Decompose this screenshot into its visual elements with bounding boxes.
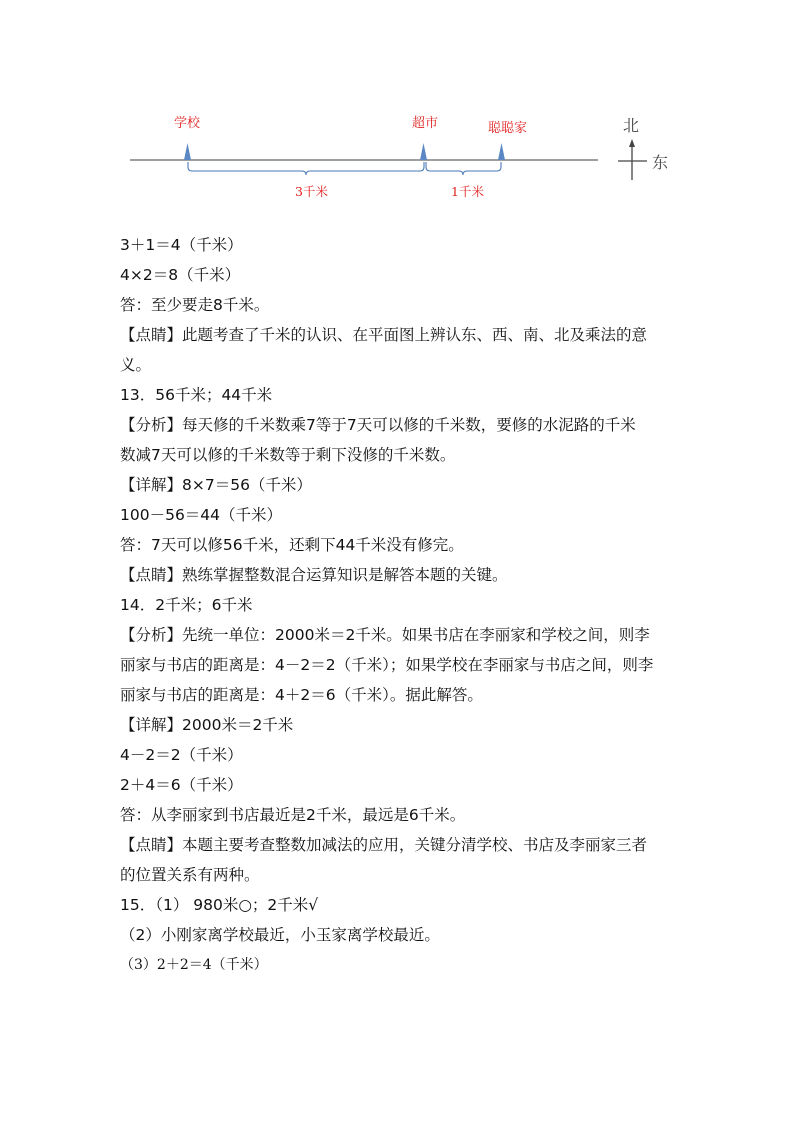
text-line: 4－2＝2（千米）: [120, 746, 243, 764]
text-line: 的位置关系有两种。: [120, 866, 260, 884]
text-line: 14．2千米；6千米: [120, 596, 253, 614]
text-line: 答：7天可以修56千米，还剩下44千米没有修完。: [120, 536, 464, 554]
supermarket-marker: [420, 143, 427, 160]
solution-text: [120, 230, 680, 980]
text-line: 【分析】每天修的千米数乘7等于7天可以修的千米数，要修的水泥路的千米: [120, 416, 636, 434]
text-line: 15．（1） 980米○；2千米√: [120, 896, 319, 914]
text-line: 3＋1＝4（千米）: [120, 236, 243, 254]
brace-3km: [188, 162, 424, 175]
text-line: 义。: [120, 356, 152, 374]
home-label: 聪聪家: [488, 121, 528, 136]
compass-icon: [618, 139, 647, 180]
dist-1km-label: 1千米: [451, 184, 484, 199]
east-label: 东: [652, 153, 669, 172]
text-line: 4×2＝8（千米）: [120, 266, 241, 284]
text-line: 数减7天可以修的千米数等于剩下没修的千米数。: [120, 446, 456, 464]
north-label: 北: [623, 116, 640, 135]
route-diagram: [120, 105, 680, 215]
text-line: 答：至少要走8千米。: [120, 296, 270, 314]
text-line: 【详解】2000米＝2千米: [120, 716, 294, 734]
text-line: 丽家与书店的距离是：4－2＝2（千米）；如果学校在李丽家与书店之间，则李: [120, 656, 654, 674]
home-marker: [498, 143, 505, 160]
text-line: 答：从李丽家到书店最近是2千米，最远是6千米。: [120, 806, 466, 824]
text-line: （3）2＋2＝4（千米）: [120, 957, 268, 973]
brace-1km: [426, 162, 501, 175]
text-line: 【点睛】熟练掌握整数混合运算知识是解答本题的关键。: [120, 566, 508, 584]
text-line: 2＋4＝6（千米）: [120, 776, 243, 794]
text-line: （2）小刚家离学校最近，小玉家离学校最近。: [120, 926, 440, 944]
dist-3km-label: 3千米: [295, 184, 328, 199]
text-line: 【分析】先统一单位：2000米＝2千米。如果书店在李丽家和学校之间，则李: [120, 626, 650, 644]
text-line: 【点睛】本题主要考查整数加减法的应用，关键分清学校、书店及李丽家三者: [120, 836, 648, 854]
school-label: 学校: [174, 116, 201, 131]
text-line: 100－56＝44（千米）: [120, 506, 283, 524]
supermarket-label: 超市: [412, 116, 439, 131]
text-line: 13．56千米；44千米: [120, 386, 273, 404]
text-line: 【详解】8×7＝56（千米）: [120, 476, 312, 494]
text-line: 【点睛】此题考查了千米的认识、在平面图上辨认东、西、南、北及乘法的意: [120, 326, 648, 344]
school-marker: [184, 143, 191, 160]
text-line: 丽家与书店的距离是：4＋2＝6（千米）。据此解答。: [120, 686, 483, 704]
